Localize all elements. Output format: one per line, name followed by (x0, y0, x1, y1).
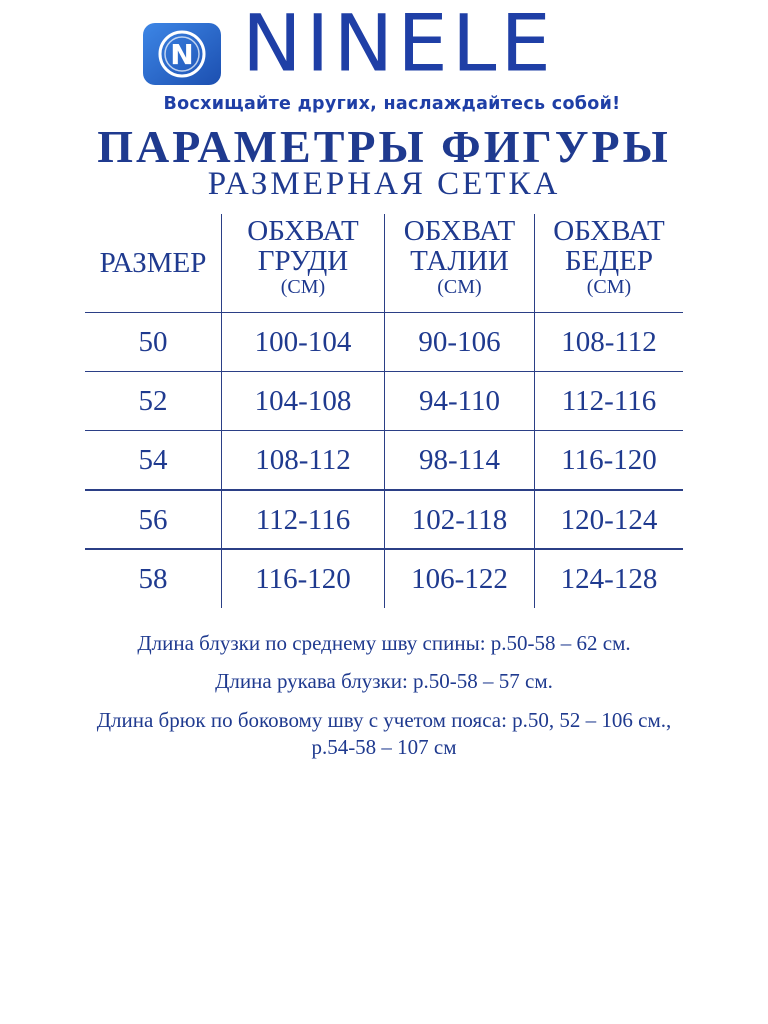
cell-chest: 100-104 (254, 326, 352, 358)
cell-chest: 112-116 (255, 504, 351, 536)
header-chest (222, 216, 384, 312)
cell-hips: 112-116 (561, 385, 657, 417)
cell-hips: 108-112 (561, 326, 657, 358)
svg-text:N: N (170, 38, 194, 71)
cell-size: 52 (138, 385, 168, 417)
cell-size: 50 (138, 326, 168, 358)
brand-slogan: Восхищайте других, наслаждайтесь собой! (163, 94, 621, 114)
cell-chest: 104-108 (254, 385, 352, 417)
header-chest-line2: ГРУДИ (257, 245, 349, 277)
cell-size: 58 (138, 563, 168, 595)
cell-waist: 90-106 (418, 326, 501, 358)
brand-wordmark: NINELE (242, 0, 555, 90)
cell-chest: 116-120 (255, 563, 351, 595)
cell-waist: 94-110 (418, 385, 501, 417)
note-sleeve-length: Длина рукава блузки: р.50-58 – 57 см. (215, 669, 553, 693)
note-trousers-length: Длина брюк по боковому шву с учетом пояса: р.50, 52 – 106 см., р.54-58 – 107 см (96, 708, 672, 759)
cell-waist: 106-122 (411, 563, 508, 595)
cell-waist: 98-114 (418, 444, 501, 476)
page-subtitle: РАЗМЕРНАЯ СЕТКА (207, 166, 561, 202)
header-chest-line1: ОБХВАТ (247, 215, 359, 247)
header-hips-unit: (СМ) (586, 276, 632, 298)
header-chest-unit: (СМ) (280, 276, 326, 298)
header-hips-line2: БЕДЕР (565, 245, 653, 277)
header-waist-unit: (СМ) (437, 276, 482, 298)
cell-chest: 108-112 (255, 444, 351, 476)
header-size: РАЗМЕР (99, 246, 207, 279)
note-blouse-length: Длина блузки по среднему шву спины: р.50-58 – 62 см. (137, 631, 631, 655)
page-title: ПАРАМЕТРЫ ФИГУРЫ (97, 121, 671, 172)
cell-hips: 120-124 (560, 504, 658, 536)
header-waist-line1: ОБХВАТ (403, 215, 516, 247)
header-waist-line2: ТАЛИИ (410, 245, 509, 277)
brand-badge-icon (142, 22, 222, 86)
header-hips-line1: ОБХВАТ (553, 215, 665, 247)
cell-size: 56 (138, 504, 168, 536)
cell-size: 54 (138, 444, 168, 476)
cell-waist: 102-118 (411, 504, 508, 536)
header-hips (535, 216, 683, 312)
cell-hips: 124-128 (560, 563, 658, 595)
cell-hips: 116-120 (561, 444, 657, 476)
brand-logo (142, 0, 642, 120)
size-table (85, 214, 683, 608)
header-waist (385, 216, 534, 312)
